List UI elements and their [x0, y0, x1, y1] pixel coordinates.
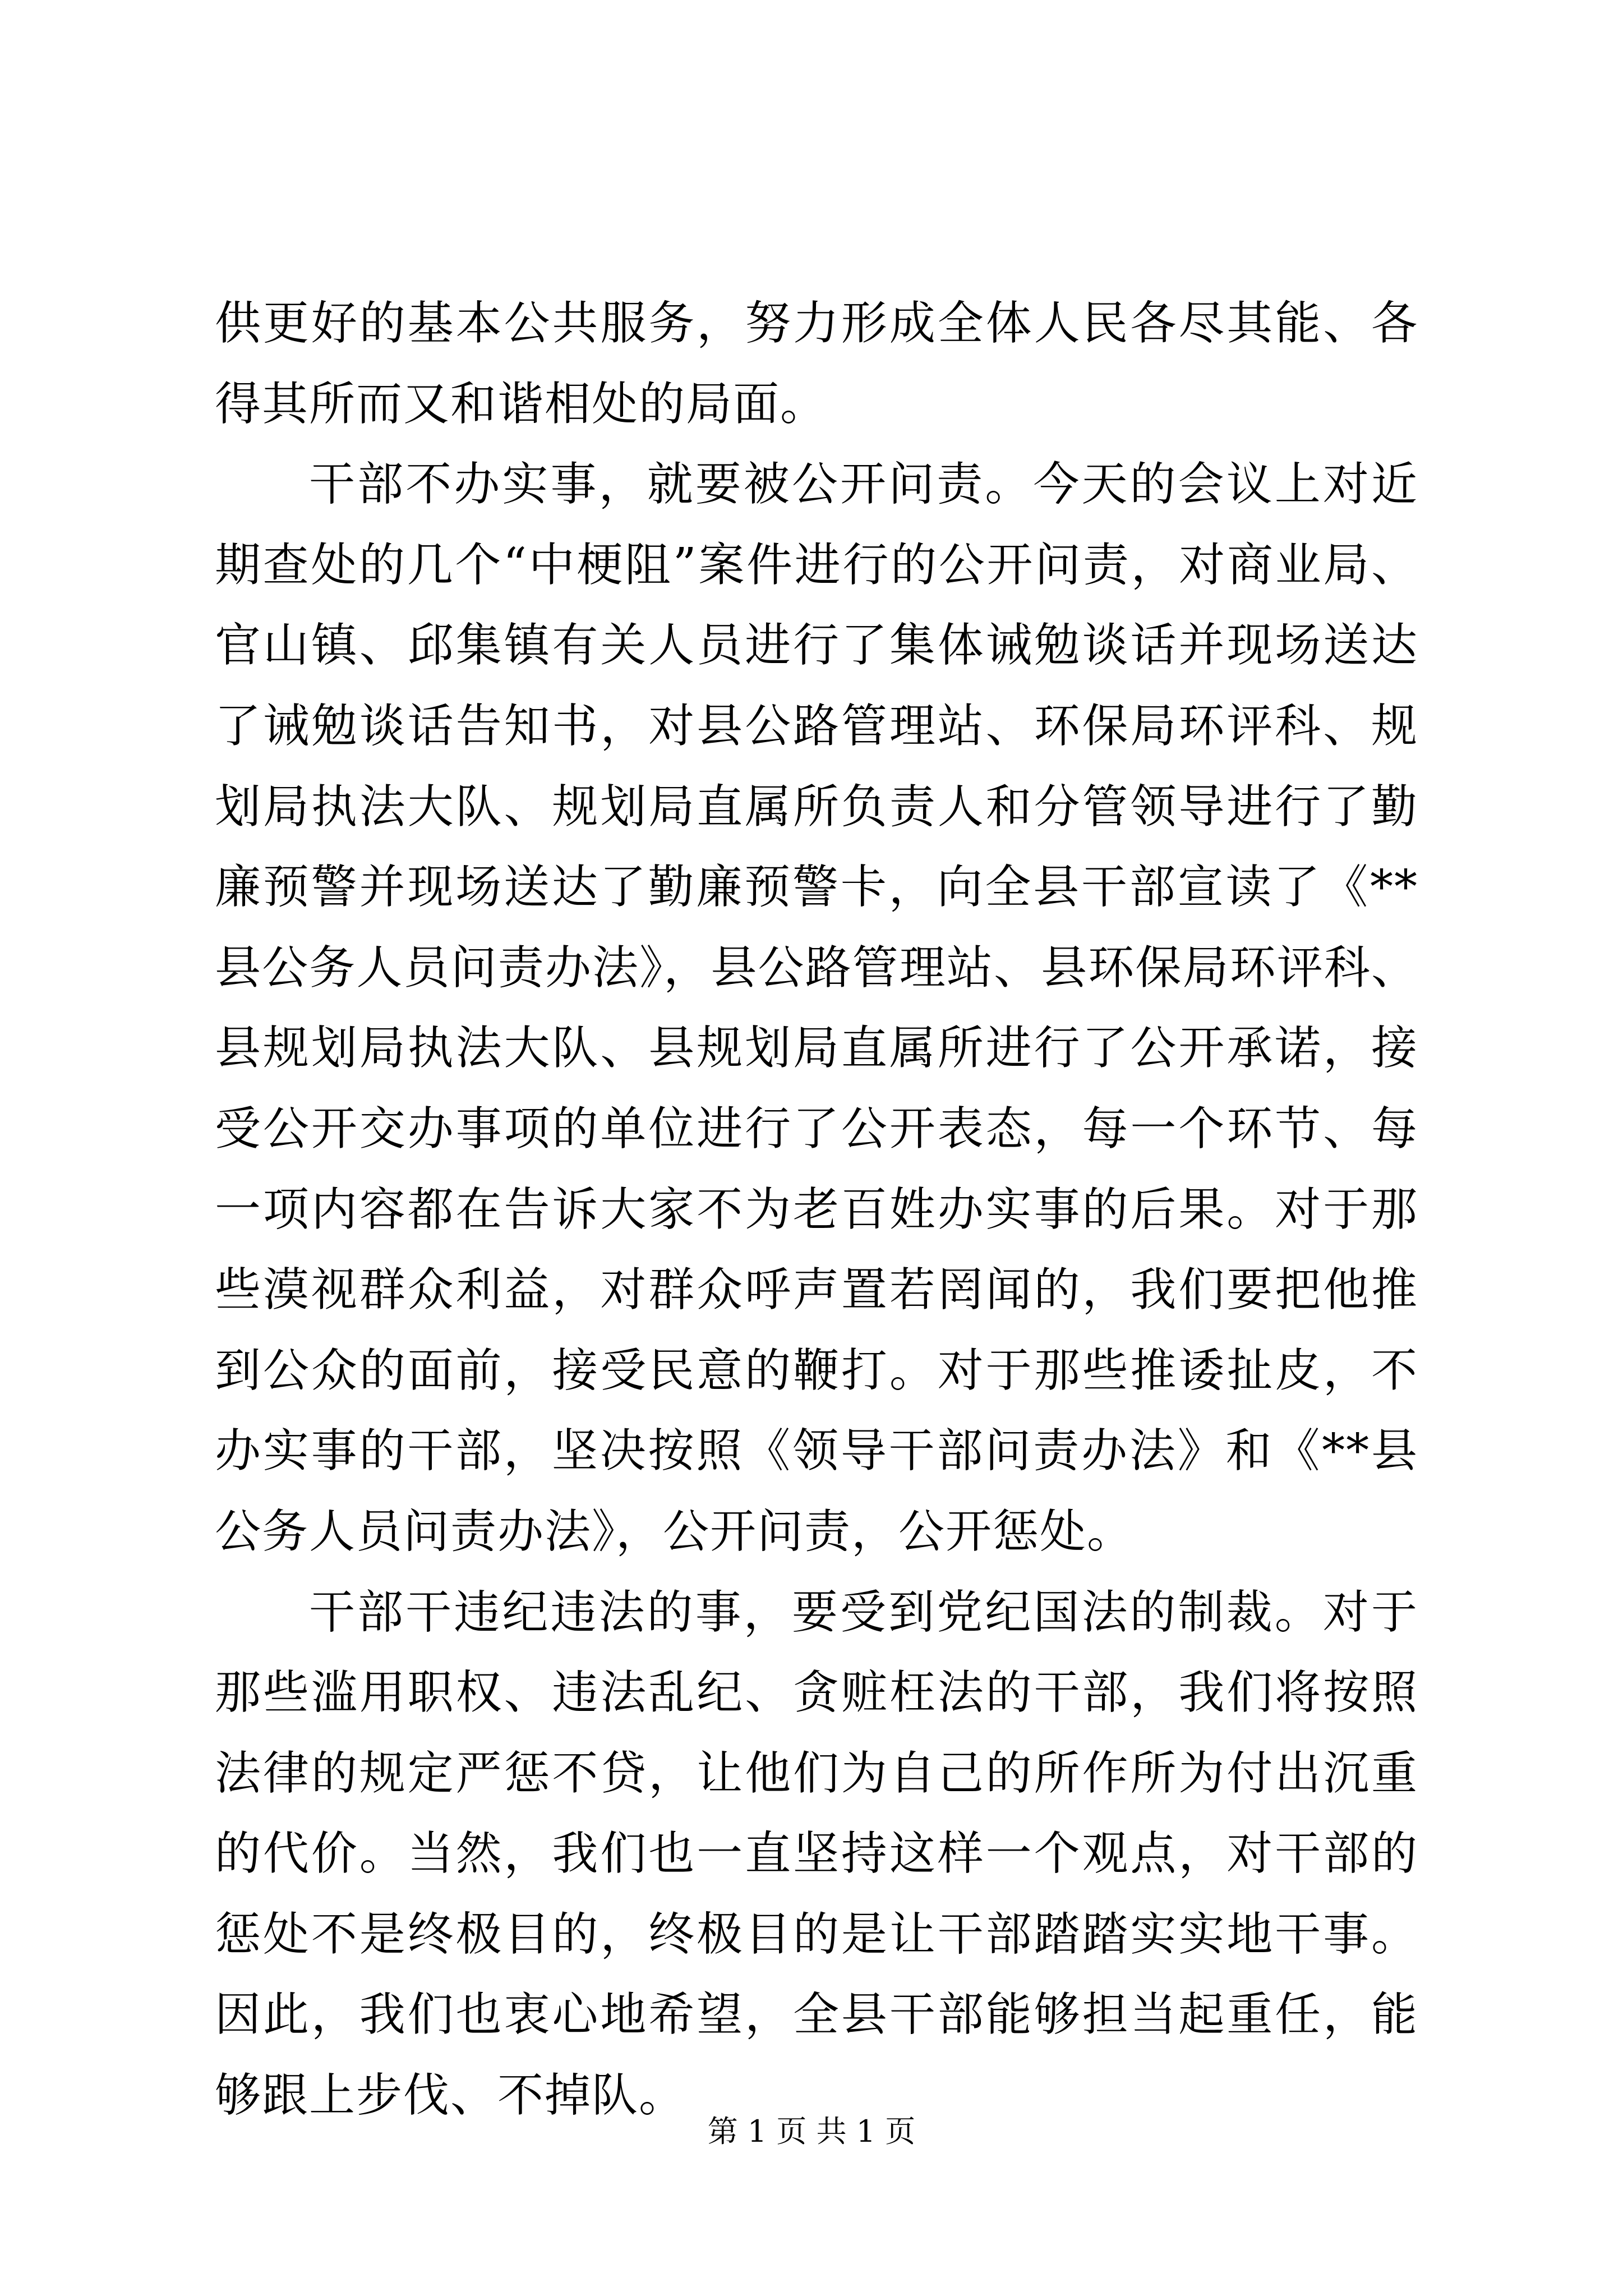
paragraph-1: 供更好的基本公共服务，努力形成全体人民各尽其能、各得其所而又和谐相处的局面。	[215, 297, 1418, 431]
paragraph-3: 干部干违纪违法的事，要受到党纪国法的制裁。对于那些滥用职权、违法乱纪、贪赃枉法的干部，我们将按照法律的规定严惩不贷，让他们为自己的所作所为付出沉重的代价。当然，我们也一直坚持这样一个观点，对干部的惩处不是终极目的，终极目的是让干部踏踏实实地干事。因此，我们也衷心地希望，全县干部能够担当起重任，能够跟上步伐、不掉队。	[215, 1585, 1418, 2123]
paragraph-2: 干部不办实事，就要被公开问责。今天的会议上对近期查处的几个“中梗阻”案件进行的公开问责，对商业局、官山镇、邱集镇有关人员进行了集体诫勉谈话并现场送达了诫勉谈话告知书，对县公路管理站、环保局环评科、规划局执法大队、规划局直属所负责人和分管领导进行了勤廉预警并现场送达了勤廉预警卡，向全县干部宣读了《**县公务人员问责办法》，县公路管理站、县环保局环评科、县规划局执法大队、县规划局直属所进行了公开承诺，接受公开交办事项的单位进行了公开表态，每一个环节、每一项内容都在告诉大家不为老百姓办实事的后果。对于那些漠视群众利益，对群众呼声置若罔闻的，我们要把他推到公众的面前，接受民意的鞭打。对于那些推诿扯皮，不办实事的干部，坚决按照《领导干部问责办法》和《**县公务人员问责办法》，公开问责，公开惩处。	[215, 458, 1418, 1558]
page-footer: 第 1 页 共 1 页	[707, 2114, 916, 2149]
document-body	[215, 283, 1418, 2136]
